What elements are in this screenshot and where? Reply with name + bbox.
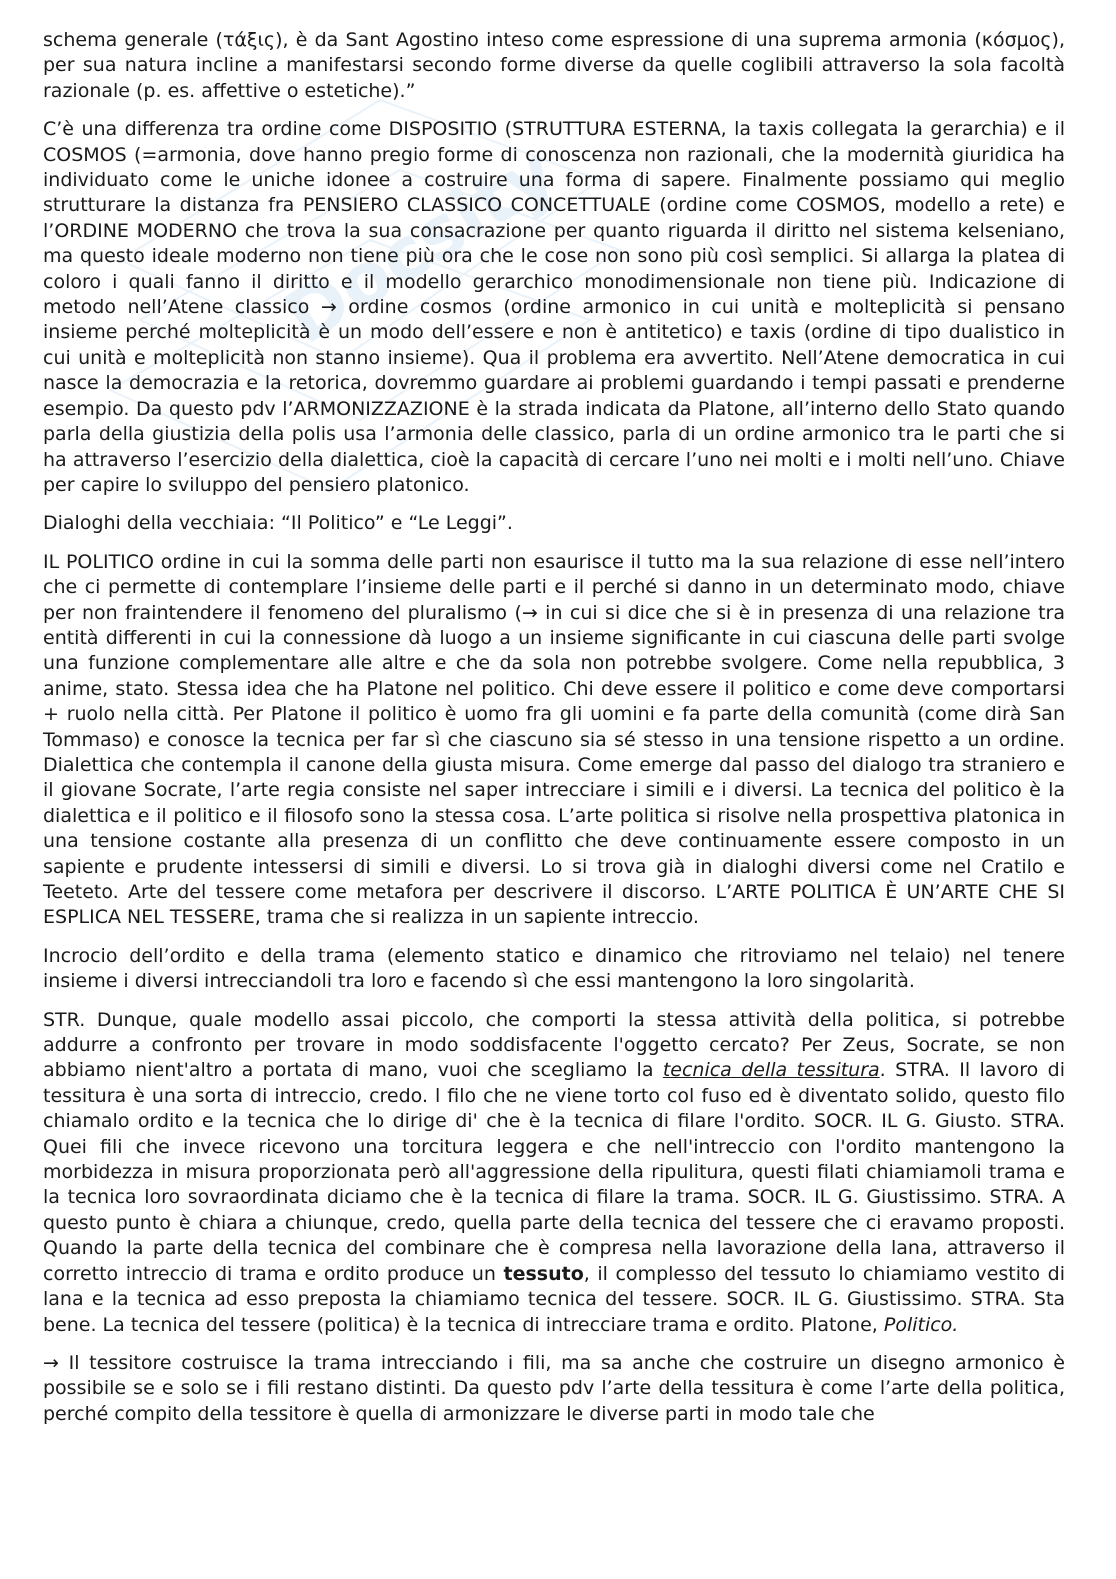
quote-text-b: . STRA. Il lavoro di tessitura è una sorta di intreccio, credo. l filo che ne viene torto col fuso ed è diventato solido, questo filo chiamalo ordito e la tecnica che lo dirige di' che è la tecnica di filare l'ordito. SOCR. IL G. Giusto. STRA. Quei fili che invece ricevono una torcitura leggera e che nell'intreccio con l'ordito mantengono la morbidezza in misura proporzionata però all'aggressione della ripulitura, questi filati chiamiamoli trama e la tecnica loro sovraordinata diciamo che è la tecnica di filare la trama. SOCR. IL G. Giustissimo. STRA. A questo punto è chiara a chiunque, credo, quella parte della tecnica del tessere che ci eravamo proposti. Quando la parte della tecnica del combinare che è compresa nella lavorazione della lana, attraverso il corretto intreccio di trama e ordito produce un: [43, 1059, 1066, 1285]
quote-bold: tessuto: [503, 1262, 584, 1285]
quote-emphasis: tecnica della tessitura: [662, 1059, 880, 1082]
paragraph-2: C’è una differenza tra ordine come DISPOSITIO (STRUTTURA ESTERNA, la taxis collegata la gerarchia) e il COSMOS (=armonia, dove hanno pregio forme di conoscenza non razionali, che la modernità giuridica ha individuato come le uniche idonee a costruire una forma di sapere. Finalmente possiamo qui meglio strutturare la distanza fra PENSIERO CLASSICO CONCETTUALE (ordine come COSMOS, modello a rete) e l’ORDINE MODERNO che trova la sua consacrazione per quanto riguarda il diritto nel sistema kelseniano, ma questo ideale moderno non tiene più ora che le cose non sono più così semplici. Si allarga la platea di coloro i quali fanno il diritto e il modello gerarchico monodimensionale non tiene più. Indicazione di metodo nell’Atene classico → ordine cosmos (ordine armonico in cui unità e molteplicità si pensano insieme perché molteplicità è un modo dell’essere e non è antitetico) e taxis (ordine di tipo dualistico in cui unità e molteplicità non stanno insieme). Qua il problema era avvertito. Nell’Atene democratica in cui nasce la democrazia e la retorica, dovremmo guardare ai problemi guardando i tempi passati e prenderne esempio. Da questo pdv l’ARMONIZZAZIONE è la strada indicata da Platone, all’interno dello Stato quando parla della giustizia della polis usa l’armonia delle classico, parla di un ordine armonico tra le parti che si ha attraverso l’esercizio della dialettica, cioè la capacità di cercare l’uno nei molti e i molti nell’uno. Chiave per capire lo sviluppo del pensiero platonico.: [43, 118, 1065, 496]
watermark-text: Docsity: [270, 129, 571, 360]
quote-citation: Politico.: [883, 1313, 959, 1336]
quote-text-c: , il complesso del tessuto lo chiamiamo vestito di lana e la tecnica ad esso preposta la chiamiamo tecnica del tessere. SOCR. IL G. Giustissimo. STRA. Sta bene. La tecnica del tessere (politica) è la tecnica di intrecciare trama e ordito. Platone,: [43, 1262, 1065, 1336]
quote-text-a: STR. Dunque, quale modello assai piccolo, che comporti la stessa attività della politica, si potrebbe addurre a confronto per trovare in modo soddisfacente l'oggetto cercato? Per Zeus, Socrate, se non abbiamo nient'altro a portata di mano, vuoi che scegliamo la: [43, 1008, 1065, 1082]
paragraph-4: IL POLITICO ordine in cui la somma delle parti non esaurisce il tutto ma la sua relazione di esse nell’intero che ci permette di contemplare l’insieme delle parti e il perché si danno in un determinato modo, chiave per non fraintendere il fenomeno del pluralismo (→ in cui si dice che si è in presenza di una relazione tra entità differenti in cui la connessione dà luogo a un insieme significante in cui ciascuna delle parti svolge una funzione complementare alle altre e che da sola non potrebbe svolgere. Come nella repubblica, 3 anime, stato. Stessa idea che ha Platone nel politico. Chi deve essere il politico e come deve comportarsi + ruolo nella città. Per Platone il politico è uomo fra gli uomini e fa parte della comunità (come dirà San Tommaso) e conosce la tecnica per far sì che ciascuno sia sé stesso in una tensione rispetto a un ordine. Dialettica che contempla il canone della giusta misura. Come emerge dal passo del dialogo tra straniero e il giovane Socrate, l’arte regia consiste nel saper intrecciare i simili e i diversi. La tecnica del politico è la dialettica e il politico e il filosofo sono la stessa cosa. L’arte politica si risolve nella prospettiva platonica in una tensione costante alla presenza di un conflitto che deve continuamente essere composto in un sapiente e prudente intessersi di simili e diversi. Lo si trova già in dialoghi diversi come nel Cratilo e Teeteto. Arte del tessere come metafora per descrivere il discorso. L’ARTE POLITICA È UN’ARTE CHE SI ESPLICA NEL TESSERE, trama che si realizza in un sapiente intreccio.: [43, 550, 1065, 929]
paragraph-1: schema generale (τάξις), è da Sant Agostino inteso come espressione di una suprema armonia (κόσμος), per sua natura incline a manifestarsi secondo forme diverse da quelle coglibili attraverso la sola facoltà razionale (p. es. affettive o estetiche).”: [43, 29, 1065, 102]
paragraph-5: Incrocio dell’ordito e della trama (elemento statico e dinamico che ritroviamo nel telaio) nel tenere insieme i diversi intrecciandoli tra loro e facendo sì che essi mantengono la loro singolarità.: [43, 944, 1065, 993]
paragraph-7: → Il tessitore costruisce la trama intrecciando i fili, ma sa anche che costruire un disegno armonico è possibile se e solo se i fili restano distinti. Da questo pdv l’arte della tessitura è come l’arte della politica, perché compito della tessitore è quella di armonizzare le diverse parti in modo tale che: [43, 1351, 1065, 1425]
paragraph-quote: [43, 1008, 1065, 1338]
document-page: [43, 28, 1065, 1427]
paragraph-3: Dialoghi della vecchiaia: “Il Politico” e “Le Leggi”.: [43, 512, 513, 535]
